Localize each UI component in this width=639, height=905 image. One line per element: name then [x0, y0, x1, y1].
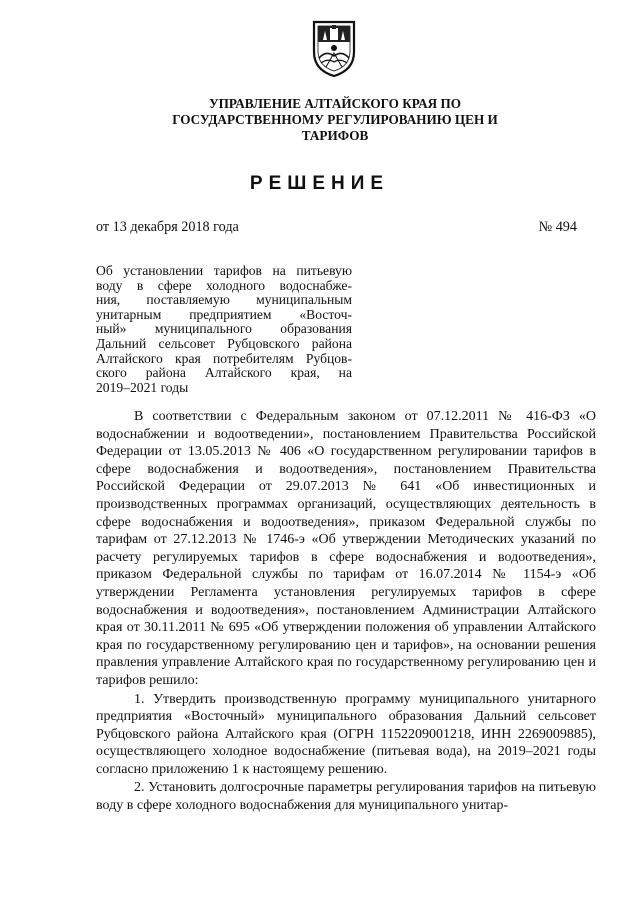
- document-title: РЕШЕНИЕ: [249, 173, 390, 194]
- subject-line: Алтайского края потребителям Рубцов-: [96, 350, 352, 366]
- agency-line-2: АЛТАЙСКОГО КРАЯ ПО ГОСУДАРСТВЕННОМУ: [172, 96, 462, 127]
- subject-line: Дальний сельсовет Рубцовского района: [96, 335, 352, 351]
- agency-line-1: УПРАВЛЕНИЕ: [208, 96, 302, 111]
- document-date: от 13 декабря 2018 года: [96, 219, 239, 235]
- subject-line: ского района Алтайского края, на: [96, 365, 352, 381]
- agency-name: [150, 96, 520, 144]
- document-body: [96, 408, 596, 815]
- document-subject: [96, 264, 352, 395]
- subject-line: 2019–2021 годы: [96, 379, 189, 395]
- body-paragraph-item-2: 2. Установить долгосрочные параметры регулирования тарифов на питьевую воду в сфере холодного водоснабжения для муниципального унитар-: [96, 780, 596, 814]
- subject-line: воду в сфере холодного водоснабже-: [96, 277, 352, 293]
- body-paragraph-preamble: В соответствии с Федеральным законом от 07.12.2011 № 416-ФЗ «О водоснабжении и водоотведении», постановлением Правительства Российской Федерации от 13.05.2013 № 406 «О государственном регулировании тарифов в сфере водоснабжения и водоотведения», постановлением Правительства Российской Федерации от 29.07.2013 № 641 «Об инвестиционных и производственных программах организаций, осуществляющих деятельность в сфере водоснабжения и водоотведения», приказом Федеральной службы по тарифам от 27.12.2013 № 1746-э «Об утверждении Методических указаний по расчету регулируемых тарифов в сфере водоснабжения и водоотведения», приказом Федеральной службы по тарифам от 16.07.2014 № 1154-э «Об утверждении Регламента установления регулируемых тарифов в сфере водоснабжения и водоотведения», постановлением Администрации Алтайского края от 30.11.2011 № 695 «Об утверждении положения об управлении Алтайского края по государственному регулированию цен и тарифов», на основании решения правления управление Алтайского края по государственному регулированию цен и тарифов решило:: [96, 409, 596, 688]
- body-paragraph-item-1: 1. Утвердить производственную программу муниципального унитарного предприятия «Восточный» муниципального образования Дальний сельсовет Рубцовского района Алтайского края (ОГРН 1152209001218, ИНН 2269009885), осуществляющего холодное водоснабжение (питьевая вода), на 2019–2021 годы согласно приложению 1 к настоящему решению.: [96, 691, 596, 777]
- subject-line: ния, поставляемую муниципальным: [96, 292, 352, 308]
- subject-line: Об установлении тарифов на питьевую: [96, 263, 352, 278]
- coat-of-arms-emblem: [311, 18, 357, 78]
- document-number: № 494: [538, 219, 577, 235]
- agency-line-3: РЕГУЛИРОВАНИЮ ЦЕН И ТАРИФОВ: [301, 112, 498, 143]
- subject-line: ный» муниципального образования: [96, 321, 352, 337]
- subject-line: унитарным предприятием «Восточ-: [96, 306, 352, 322]
